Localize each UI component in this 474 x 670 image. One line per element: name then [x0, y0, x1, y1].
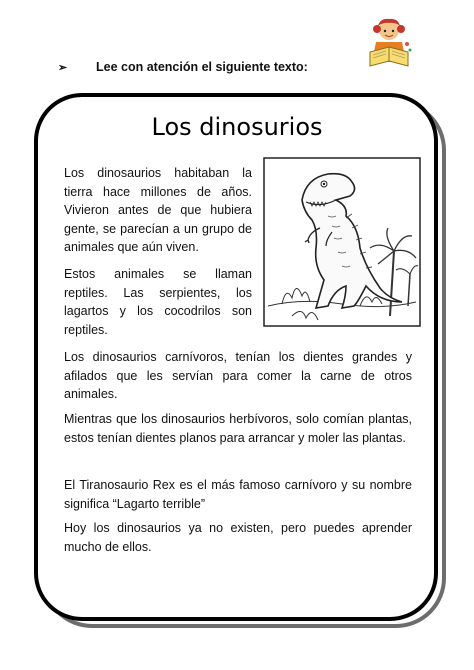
instruction-text: Lee con atención el siguiente texto:: [96, 60, 308, 74]
reading-child-icon: [364, 16, 414, 70]
paragraph-4: Mientras que los dinosaurios herbívoros, solo comían plantas, estos tenían dientes planos para arrancar y moler las plantas.: [64, 412, 412, 445]
paragraph-6: Hoy los dinosaurios ya no existen, pero puedes aprender mucho de ellos.: [64, 521, 412, 554]
paragraph-3: Los dinosaurios carnívoros, tenían los dientes grandes y afilados que les servían para comer la carne de otros animales.: [64, 350, 412, 401]
arrow-bullet-icon: ➢: [58, 61, 68, 74]
paragraph-2: Estos animales se llaman reptiles. Las serpientes, los lagartos y los cocodrilos son reptiles.: [64, 267, 252, 337]
dinosaur-illustration: [262, 156, 422, 328]
instruction-line: [58, 60, 308, 74]
page-title: Los dinosurios: [151, 113, 323, 141]
paragraph-1: Los dinosaurios habitaban la tierra hace millones de años. Vivieron antes de que hubiera gente, se parecían a un grupo de animales que aún viven.: [64, 166, 252, 254]
paragraph-5: El Tiranosaurio Rex es el más famoso carnívoro y su nombre significa “Lagarto terrible”: [64, 478, 412, 511]
